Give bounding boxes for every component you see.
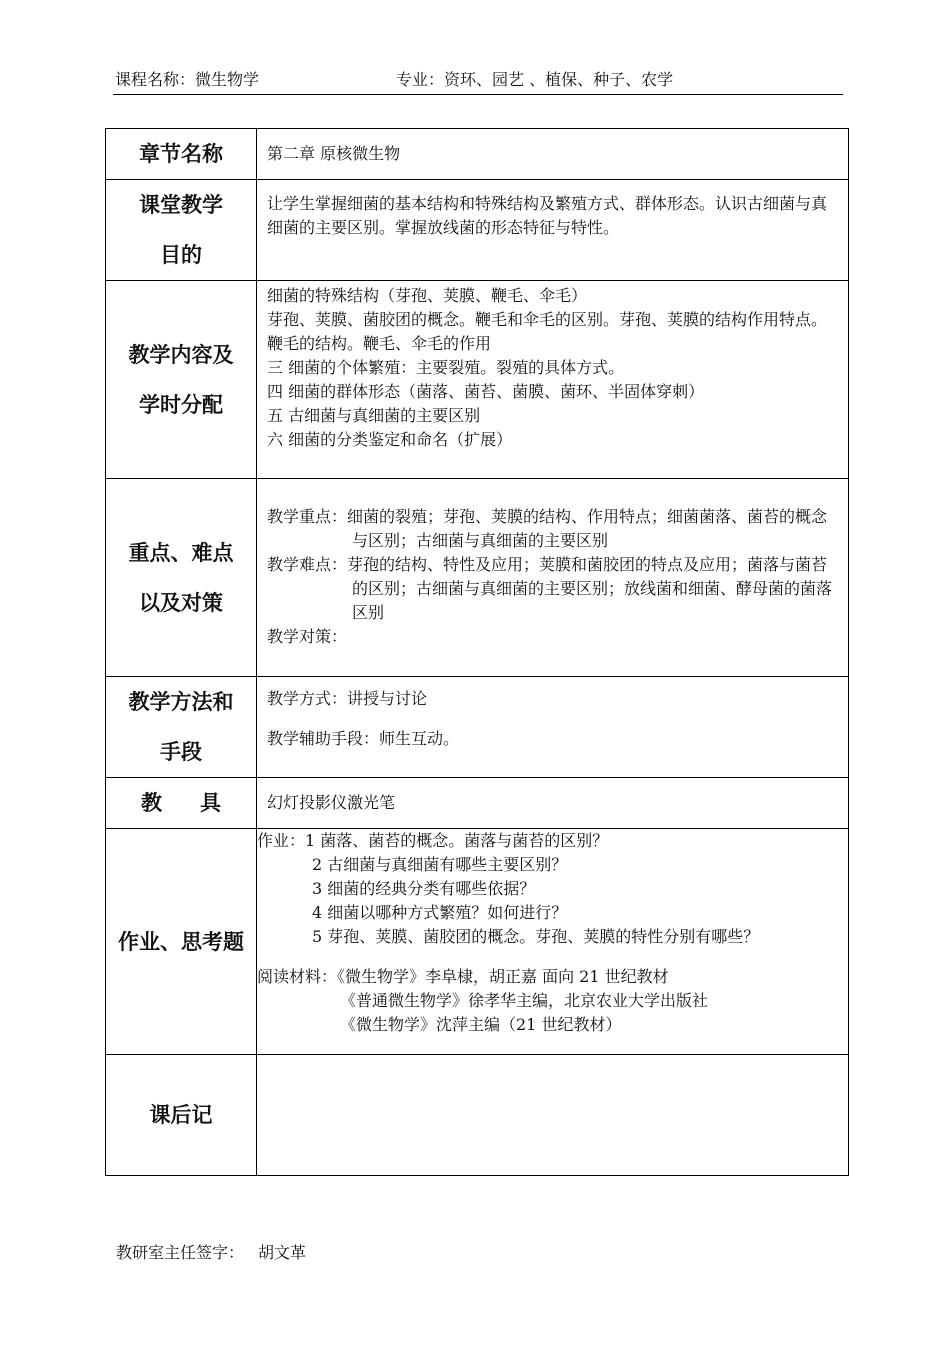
content-line: 四 细菌的群体形态（菌落、菌苔、菌膜、菌环、半固体穿刺） [267, 382, 705, 401]
method-line: 教学辅助手段：师生互动。 [267, 729, 460, 748]
homework-item: 3 细菌的经典分类有哪些依据？ [312, 879, 536, 898]
signature-line [116, 1242, 306, 1264]
notes-value [257, 1055, 849, 1176]
lesson-plan-table [105, 128, 849, 1176]
homework-label: 作业、思考题 [106, 829, 257, 1055]
homework-item: 5 芽孢、荚膜、菌胶团的概念。芽孢、荚膜的特性分别有哪些？ [312, 927, 760, 946]
tools-value: 幻灯投影仪激光笔 [257, 778, 849, 829]
reading-item: 《普通微生物学》徐孝华主编，北京农业大学出版社 [340, 991, 709, 1010]
method-line: 教学方式：讲授与讨论 [267, 689, 428, 708]
chapter-value: 第二章 原核微生物 [257, 129, 849, 180]
method-value [257, 677, 849, 778]
document-header [113, 70, 843, 95]
method-label: 教学方法和 手段 [106, 677, 257, 778]
tools-label: 教 具 [106, 778, 257, 829]
homework-value [257, 829, 849, 1055]
content-line: 六 细菌的分类鉴定和命名（扩展） [267, 430, 513, 449]
content-value [257, 281, 849, 479]
table-row-key-points [106, 479, 849, 677]
key-points-value [257, 479, 849, 677]
content-line: 芽孢、荚膜、菌胶团的概念。鞭毛和伞毛的区别。芽孢、荚膜的结构作用特点。鞭毛的结构。鞭毛、伞毛的作用 [267, 310, 828, 353]
content-line: 三 细菌的个体繁殖：主要裂殖。裂殖的具体方式。 [267, 358, 625, 377]
table-row-chapter [106, 129, 849, 180]
table-row-tools [106, 778, 849, 829]
homework-item: 4 细菌以哪种方式繁殖？如何进行？ [312, 903, 568, 922]
teaching-difficulty: 教学难点：芽孢的结构、特性及应用；荚膜和菌胶团的特点及应用；菌落与菌苔的区别；古细菌与真细菌的主要区别；放线菌和细菌、酵母菌的菌落区别 [267, 555, 833, 622]
content-label: 教学内容及 学时分配 [106, 281, 257, 479]
notes-label: 课后记 [106, 1055, 257, 1176]
homework-intro: 作业：1 菌落、菌苔的概念。菌落与菌苔的区别？ [257, 831, 609, 850]
table-row-homework [106, 829, 849, 1055]
reading-item: 《微生物学》沈萍主编（21 世纪教材） [340, 1015, 622, 1034]
teaching-strategy: 教学对策： [267, 627, 348, 646]
table-row-method [106, 677, 849, 778]
content-line: 细菌的特殊结构（芽孢、荚膜、鞭毛、伞毛） [267, 286, 588, 305]
signature-name: 胡文革 [258, 1243, 307, 1262]
teaching-emphasis: 教学重点：细菌的裂殖；芽孢、荚膜的结构、作用特点；细菌菌落、菌苔的概念与区别；古细菌与真细菌的主要区别 [267, 507, 828, 550]
chapter-label: 章节名称 [106, 129, 257, 180]
table-row-objective [106, 180, 849, 281]
course-name: 课程名称：微生物学 [115, 70, 260, 89]
objective-value: 让学生掌握细菌的基本结构和特殊结构及繁殖方式、群体形态。认识古细菌与真细菌的主要区别。掌握放线菌的形态特征与特性。 [257, 180, 849, 281]
signature-label: 教研室主任签字： [116, 1243, 245, 1262]
content-line: 五 古细菌与真细菌的主要区别 [267, 406, 481, 425]
table-row-content [106, 281, 849, 479]
reading-intro: 阅读材料：《微生物学》李阜棣，胡正嘉 面向 21 世纪教材 [257, 967, 669, 986]
major-list: 专业：资环、园艺 、植保、种子、农学 [396, 70, 674, 89]
table-row-notes [106, 1055, 849, 1176]
key-points-label: 重点、难点 以及对策 [106, 479, 257, 677]
objective-label: 课堂教学 目的 [106, 180, 257, 281]
homework-item: 2 古细菌与真细菌有哪些主要区别？ [312, 855, 568, 874]
